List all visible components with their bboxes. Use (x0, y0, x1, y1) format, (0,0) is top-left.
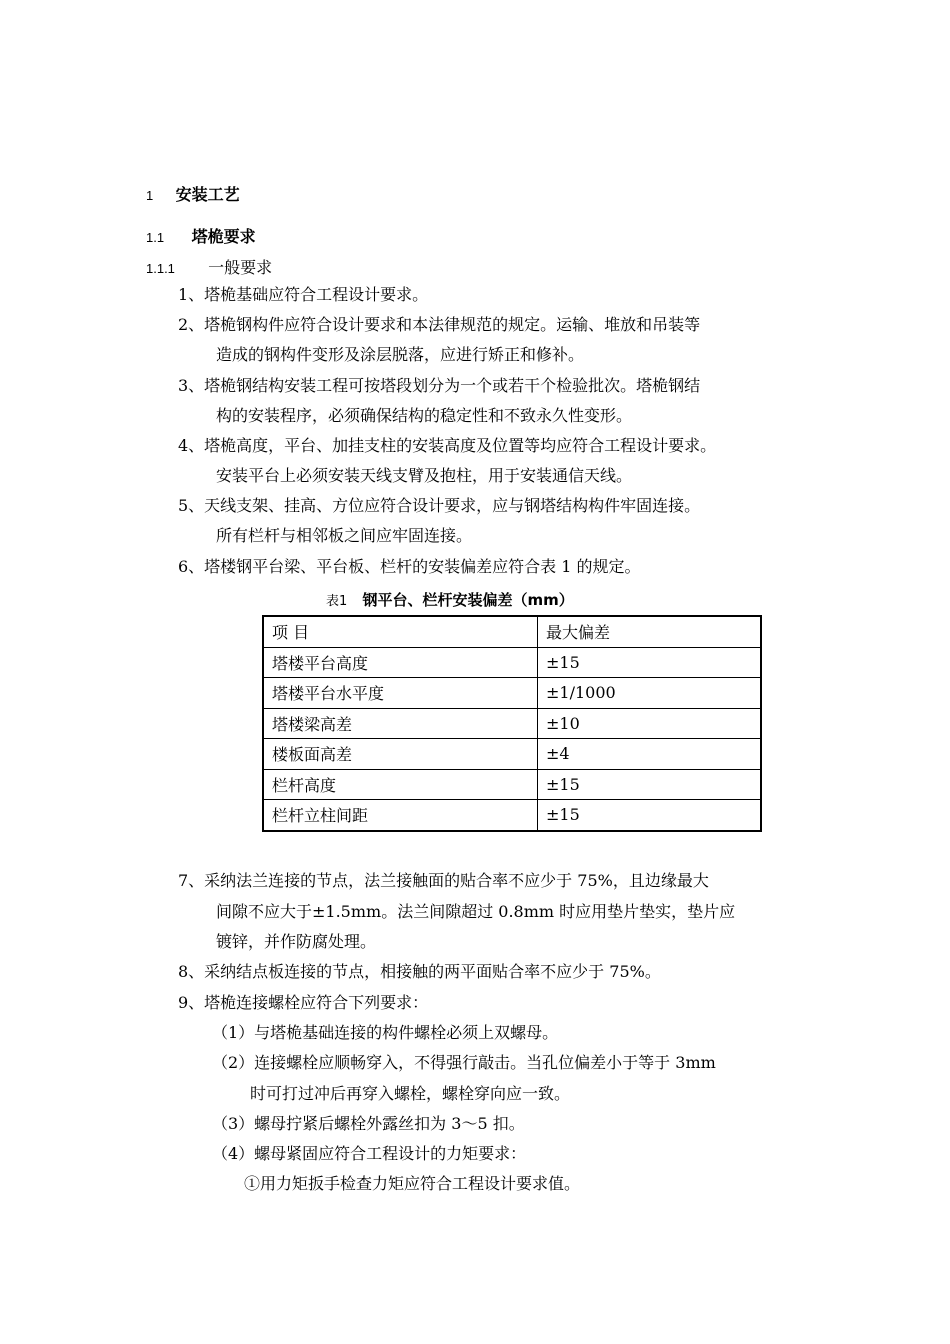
table-title: 钢平台、栏杆安装偏差（mm） (362, 591, 574, 609)
section-number: 1 (146, 188, 154, 203)
section-title: 安装工艺 (175, 185, 240, 204)
table-number: 表1 (326, 594, 348, 609)
item-7-line-1: 7、采纳法兰连接的节点，法兰接触面的贴合率不应少于 75%，且边缘最大 (178, 871, 709, 890)
table-row (263, 739, 761, 770)
item-7-line-3: 镀锌，并作防腐处理。 (216, 932, 377, 951)
item-2-line-2: 造成的钢构件变形及涂层脱落，应进行矫正和修补。 (216, 345, 585, 364)
item-4-line-1: 4、塔桅高度，平台、加挂支柱的安装高度及位置等均应符合工程设计要求。 (178, 436, 717, 455)
row-item: 塔楼平台高度 (263, 647, 538, 678)
table-header-row (263, 616, 761, 647)
table-row (263, 708, 761, 739)
table-row (263, 769, 761, 800)
row-item: 栏杆高度 (263, 769, 538, 800)
item-4-line-2: 安装平台上必须安装天线支臂及抱柱，用于安装通信天线。 (216, 466, 633, 485)
sub-item-2-line-2: 时可打过冲后再穿入螺栓，螺栓穿向应一致。 (250, 1084, 571, 1103)
row-item: 楼板面高差 (263, 739, 538, 770)
item-8: 8、采纳结点板连接的节点，相接触的两平面贴合率不应少于 75%。 (178, 962, 661, 981)
item-6: 6、塔楼钢平台梁、平台板、栏杆的安装偏差应符合表 1 的规定。 (178, 557, 641, 576)
row-value: ±10 (538, 708, 762, 739)
row-item: 栏杆立柱间距 (263, 800, 538, 831)
table-row (263, 800, 761, 831)
sub-item-4-1: ①用力矩扳手检查力矩应符合工程设计要求值。 (244, 1174, 581, 1193)
sub-item-4: （4）螺母紧固应符合工程设计的力矩要求： (212, 1144, 527, 1163)
item-3-line-2: 构的安装程序，必须确保结构的稳定性和不致永久性变形。 (216, 406, 633, 425)
row-value: ±4 (538, 739, 762, 770)
item-2-line-1: 2、塔桅钢构件应符合设计要求和本法律规范的规定。运输、堆放和吊装等 (178, 315, 701, 334)
section-heading-1-1 (146, 224, 256, 247)
item-5-line-2: 所有栏杆与相邻板之间应牢固连接。 (216, 526, 473, 545)
table-caption (326, 589, 574, 610)
table-row (263, 647, 761, 678)
row-value: ±15 (538, 800, 762, 831)
row-value: ±1/1000 (538, 678, 762, 709)
row-value: ±15 (538, 647, 762, 678)
sub-item-2-line-1: （2）连接螺栓应顺畅穿入，不得强行敲击。当孔位偏差小于等于 3mm (212, 1053, 716, 1072)
item-1: 1、塔桅基础应符合工程设计要求。 (178, 285, 429, 304)
section-number: 1.1 (146, 230, 165, 245)
section-title: 一般要求 (208, 258, 273, 277)
deviation-table (262, 615, 762, 832)
section-title: 塔桅要求 (191, 227, 256, 246)
row-value: ±15 (538, 769, 762, 800)
sub-item-3: （3）螺母拧紧后螺栓外露丝扣为 3～5 扣。 (212, 1114, 525, 1133)
item-9: 9、塔桅连接螺栓应符合下列要求： (178, 993, 429, 1012)
item-5-line-1: 5、天线支架、挂高、方位应符合设计要求，应与钢塔结构构件牢固连接。 (178, 496, 701, 515)
row-item: 塔楼梁高差 (263, 708, 538, 739)
header-item: 项 目 (263, 616, 538, 647)
table-row (263, 678, 761, 709)
row-item: 塔楼平台水平度 (263, 678, 538, 709)
section-heading-1-1-1 (146, 255, 272, 278)
header-max-deviation: 最大偏差 (538, 616, 762, 647)
item-7-line-2: 间隙不应大于±1.5mm。法兰间隙超过 0.8mm 时应用垫片垫实，垫片应 (216, 902, 736, 921)
sub-item-1: （1）与塔桅基础连接的构件螺栓必须上双螺母。 (212, 1023, 559, 1042)
section-heading-1 (146, 182, 240, 205)
section-number: 1.1.1 (146, 261, 175, 276)
item-3-line-1: 3、塔桅钢结构安装工程可按塔段划分为一个或若干个检验批次。塔桅钢结 (178, 376, 701, 395)
